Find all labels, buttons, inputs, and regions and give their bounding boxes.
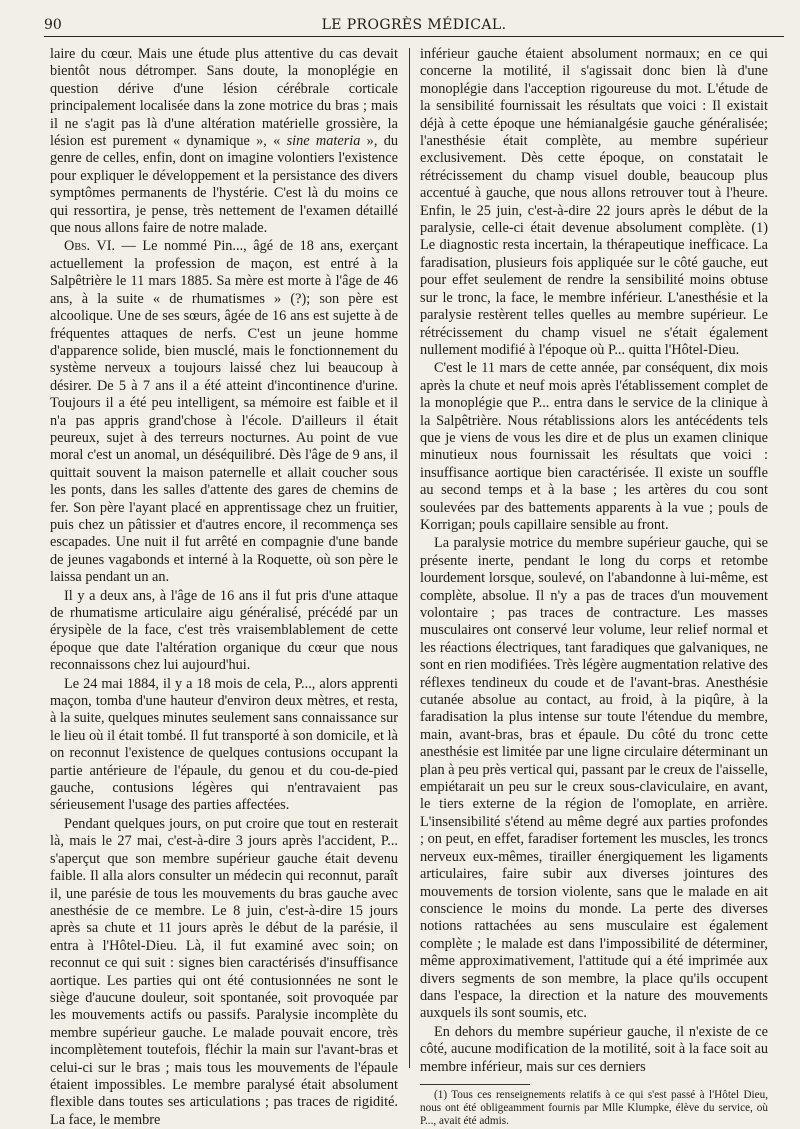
- paragraph: laire du cœur. Mais une étude plus attentive du cas devait bientôt nous détromper. Sans doute, la monoplégie en question dérive d'une lésion cérébrale corticale principalement localisée dans la zone motrice du bras ; mais il ne s'agit pas là d'une altération matérielle grossière, la lésion est purement « dynamique », « sine materia », du genre de celles, enfin, dont on imagine volontiers l'existence pour expliquer le développement et la persistance des divers symptômes permanents de l'hystérie. C'est là du moins ce qui ressortira, je pense, très nettement de l'examen détaillé que nous allons faire de notre malade.: [50, 46, 398, 237]
- paragraph: En dehors du membre supérieur gauche, il n'existe de ce côté, aucune modification de la motilité, soit à la face soit au membre inférieur, mais sur ces derniers: [420, 1023, 768, 1075]
- left-column: [50, 46, 398, 1128]
- footnote-rule: [420, 1084, 530, 1085]
- right-column: [420, 46, 768, 1128]
- page-number: 90: [44, 17, 62, 33]
- paragraph: Il y a deux ans, à l'âge de 16 ans il fut pris d'une attaque de rhumatisme articulaire aigu généralisé, précédé par un érysipèle de la face, c'est très vraisemblablement de cette époque que date l'altération organique du cœur que nous reconnaissons chez lui aujourd'hui.: [50, 587, 398, 674]
- paragraph: inférieur gauche étaient absolument normaux; en ce qui concerne la motilité, il s'agissait donc bien là d'une monoplégie dans l'acception rigoureuse du mot. L'étude de la sensibilité fournissait les résultats que voici : Il existait déjà à cette époque une hémianalgésie gauche généralisée; l'anesthésie était complète, au membre supérieur exclusivement. Dès cette époque, on constatait le rétrécissement du champ visuel double, beaucoup plus accentué à gauche, que nous allons retrouver tout à l'heure. Enfin, le 25 juin, c'est-à-dire 22 jours après le début de la paralysie, celle-ci était devenue absolument complète. (1) Le diagnostic resta incertain, la thérapeutique inefficace. La faradisation, plusieurs fois appliquée sur le côté gauche, eut pour effet seulement de rendre la sensibilité moins obtuse sur le tronc, la face, le membre inférieur. L'anesthésie et la paralysie restèrent telles quelles au membre supérieur. Le rétrécissement du champ visuel ne s'était également nullement modifié à l'époque où P... quitta l'Hôtel-Dieu.: [420, 46, 768, 358]
- page-header: [44, 14, 784, 37]
- observation-label: Obs. VI.: [64, 238, 116, 255]
- paragraph: La paralysie motrice du membre supérieur gauche, qui se présente inerte, pendant le long du corps et retombe lourdement lorsque, soulevé, on l'abandonne à lui-même, est complète, absolue. Il n'y a pas de traces d'un mouvement volontaire ; pas traces de contracture. Les masses musculaires ont conservé leur volume, leur relief normal et les réactions électriques, tant faradiques que galvaniques, ne sont en rien modifiées. Très légère augmentation relative des réflexes tendineux du coude et de l'avant-bras. Anesthésie cutanée absolue au contact, au froid, à la piqûre, à la faradisation la plus intense sur toute l'étendue du membre, main, avant-bras, bras et épaule. Du côté du tronc cette anesthésie est limitée par une ligne circulaire déterminant un plan à peu près vertical qui, passant par le creux de l'aisselle, empiétarait un peu sur le creux sous-claviculaire, en avant, le tiers externe de la région de l'omoplate, en arrière. L'insensibilité s'étend au même degré aux parties profondes ; on peut, en effet, faradiser fortement les muscles, les troncs nerveux eux-mêmes, tirailler énergiquement les ligaments articulaires, faire subir aux diverses jointures des mouvements de torsion violente, sans que le malade en ait conscience le moins du monde. La perte des diverses notions rattachées au sens musculaire est également complète ; le malade est dans l'impossibilité de déterminer, même approximativement, l'attitude qui a été imprimée aux divers segments de son membre, la place qu'ils occupent dans l'espace, la direction et la nature des mouvements auxquels ils sont soumis, etc.: [420, 535, 768, 1022]
- observation-paragraph: Obs. VI. — Le nommé Pin..., âgé de 18 ans, exerçant actuellement la profession de maçon, est entré à la Salpêtrière le 11 mars 1885. Sa mère est morte à l'âge de 46 ans, à la suite « de rhumatismes » (?); son père est alcoolique. Une de ses sœurs, âgée de 16 ans est sujette à de fréquentes attaques de nerfs. C'est un jeune homme d'apparence solide, bien musclé, mais le fonctionnement du système nerveux a toujours laissé chez lui beaucoup à désirer. De 5 à 7 ans il a été atteint d'incontinence d'urine. Toujours il a été peu intelligent, sa mémoire est faible et il n'a pas appris grand'chose à l'école. D'ailleurs il était peureux, sujet à des terreurs nocturnes. Au point de vue moral c'est un anomal, un déséquilibré. Dès l'âge de 9 ans, il quittait souvent la maison paternelle et allait coucher sous les ponts, dans les salles d'attente des gares de chemins de fer. Son père l'ayant placé en apprentissage chez un fruitier, puis chez un pâtissier et d'autres encore, il recommença ses escapades. Une nuit il fut arrêté en compagnie d'une bande de jeunes vagabonds et interné à la Roquette, où son père le laissa pendant un an.: [50, 238, 398, 586]
- paragraph: C'est le 11 mars de cette année, par conséquent, dix mois après la chute et neuf mois après l'établissement complet de la monoplégie que P... entra dans le service de la clinique à la Salpêtrière. Nous rétablissions alors les antécédents tels que je viens de vous les dire et de plus un examen clinique minutieux nous fournissait les résultats que voici : insuffisance aortique bien caractérisée. Il existe un souffle au second temps et à la base ; les artères du cou sont soulevées par des battements apparents à la vue ; pouls de Korrigan; pouls capillaire sensible au front.: [420, 360, 768, 533]
- text-columns: [50, 46, 786, 1128]
- running-title: LE PROGRÈS MÉDICAL.: [321, 17, 507, 33]
- paragraph: Le 24 mai 1884, il y a 18 mois de cela, P..., alors apprenti maçon, tomba d'une hauteur d'environ deux mètres, et resta, à la suite, quelques minutes seulement sans connaissance sur le lieu où il était tombé. Il fut transporté à son domicile, et là on reconnut l'existence de quelques contusions occupant la partie antérieure de l'épaule, du genou et du cou-de-pied gauche, contusions légères qui n'entravaient pas sérieusement l'usage des parties affectées.: [50, 675, 398, 814]
- column-divider: [409, 48, 410, 1068]
- paragraph: Pendant quelques jours, on put croire que tout en resterait là, mais le 27 mai, c'est-à-dire 3 jours après l'accident, P... s'aperçut que son membre supérieur gauche était devenu faible. Il alla alors consulter un médecin qui reconnut, paraît il, une parésie de tous les mouvements du bras gauche avec anesthésie de ce membre. Le 8 juin, c'est-à-dire 15 jours après sa chute et 11 jours après le début de la parésie, il entra à l'Hôtel-Dieu. Là, il fut examiné avec soin; on reconnut ce qui suit : signes bien caractérisés d'insuffisance aortique. Les parties qui ont été contusionnées ne sont le siège d'aucune douleur, soit spontanée, soit provoquée par les mouvements actifs ou passifs. Paralysie incomplète du membre supérieur gauche. Le malade pouvait encore, très incomplètement toutefois, fléchir la main sur l'avant-bras et celui-ci sur le bras ; mais tous les mouvements de l'épaule étaient impossibles. Le membre paralysé était absolument flexible dans toutes ses articulations ; pas traces de rigidité. La face, le membre: [50, 815, 398, 1128]
- footnote: (1) Tous ces renseignements relatifs à ce qui s'est passé à l'Hôtel Dieu, nous ont été obligeamment fournis par Mlle Klumpke, élève du service, où P..., avait été admis.: [420, 1088, 768, 1128]
